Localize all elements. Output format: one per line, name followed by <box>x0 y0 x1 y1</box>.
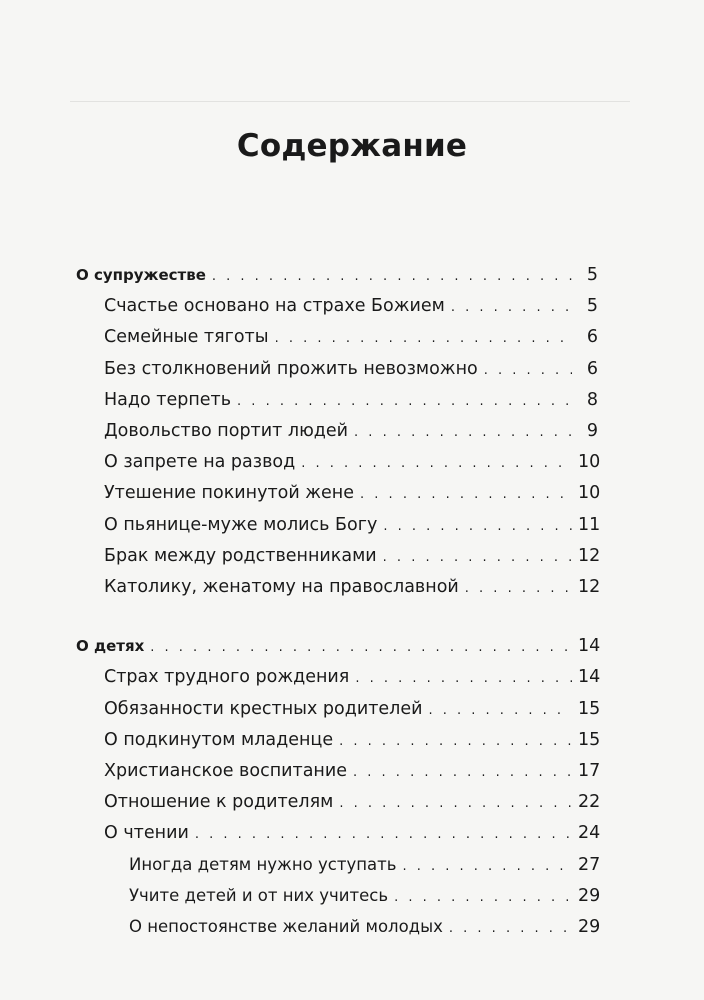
toc-entry-page: 11 <box>578 514 601 535</box>
toc-entry-page: 12 <box>578 577 601 597</box>
toc-entry-label: Иногда детям нужно уступать <box>129 854 397 874</box>
dot-leader <box>237 389 572 415</box>
toc-entry <box>76 883 601 909</box>
toc-entry-label: О детях <box>76 637 145 656</box>
toc-entry-page: 6 <box>586 358 598 379</box>
toc-entry-label: О пьянице-муже молись Богу <box>104 514 378 535</box>
toc-entry-page: 17 <box>578 761 601 781</box>
toc-entry <box>76 696 601 722</box>
dot-leader <box>339 791 572 817</box>
toc-entry-page: 10 <box>578 483 601 504</box>
toc-entry-page: 6 <box>586 327 598 348</box>
dot-leader <box>353 760 572 786</box>
toc-entry-page: 9 <box>586 421 598 441</box>
toc-entry-label: Утешение покинутой жене <box>104 483 355 504</box>
toc-entry <box>76 852 601 878</box>
dot-leader <box>402 854 572 880</box>
toc-entry-page: 27 <box>578 854 601 875</box>
toc-entry-label: О чтении <box>104 823 189 844</box>
toc-entry-label: Учите детей и от них учитесь <box>129 885 389 905</box>
toc-entry-label: Страх трудного рождения <box>104 667 350 688</box>
toc-entry <box>76 574 601 600</box>
toc-entry-label: Католику, женатому на православной <box>104 577 459 597</box>
page-title: Содержание <box>236 128 468 164</box>
toc-entry-label: О непостоянстве желаний молодых <box>129 917 443 936</box>
toc-entry <box>76 449 601 475</box>
toc-entry <box>76 480 601 506</box>
toc-entry-label: Без столкновений прожить невозможно <box>104 358 478 379</box>
dot-leader <box>451 295 572 321</box>
toc-entry-label: О запрете на развод <box>104 452 296 473</box>
toc-section-heading <box>76 262 598 288</box>
toc-entry-label: Христианское воспитание <box>104 761 348 781</box>
dot-leader <box>339 729 572 755</box>
dot-leader <box>360 482 572 508</box>
dot-leader <box>484 358 572 384</box>
toc-entry-label: Отношение к родителям <box>104 792 334 813</box>
toc-entry-page: 14 <box>578 636 601 657</box>
toc-entry-page: 15 <box>578 729 601 750</box>
dot-leader <box>394 885 572 911</box>
toc-entry-page: 5 <box>586 265 598 285</box>
dot-leader <box>212 264 572 290</box>
toc-entry <box>76 293 598 319</box>
toc-entry-page: 22 <box>578 792 601 813</box>
toc-entry <box>76 356 598 382</box>
toc-entry-page: 24 <box>578 823 601 844</box>
dot-leader <box>275 326 572 352</box>
toc-entry <box>76 664 601 690</box>
toc-entry <box>76 512 601 538</box>
dot-leader <box>428 698 572 724</box>
toc-entry <box>76 727 601 753</box>
toc-entry-label: О супружестве <box>76 266 206 284</box>
toc-entry-page: 15 <box>578 698 601 719</box>
toc-entry <box>76 543 601 569</box>
dot-leader <box>354 420 572 446</box>
dot-leader <box>465 576 572 602</box>
toc-entry-page: 12 <box>578 545 601 566</box>
dot-leader <box>150 635 572 661</box>
toc-entry-label: Счастье основано на страхе Божием <box>104 296 445 317</box>
toc-entry <box>76 758 601 784</box>
toc-entry <box>76 820 601 846</box>
toc-entry-label: Обязанности крестных родителей <box>104 698 423 719</box>
toc-entry <box>76 789 601 815</box>
toc-section-heading <box>76 633 601 659</box>
toc-entry-label: Надо терпеть <box>104 389 232 410</box>
toc-entry-page: 5 <box>586 296 598 317</box>
toc-entry <box>76 387 598 413</box>
toc-entry-label: О подкинутом младенце <box>104 729 334 750</box>
toc-entry-page: 10 <box>578 452 601 473</box>
dot-leader <box>449 916 572 942</box>
dot-leader <box>355 666 572 692</box>
toc-entry-page: 8 <box>586 389 598 410</box>
dot-leader <box>383 514 572 540</box>
toc-entry-page: 14 <box>578 667 601 688</box>
toc-entry-label: Довольство портит людей <box>104 421 349 441</box>
header-rule <box>70 101 630 102</box>
dot-leader <box>383 545 572 571</box>
toc-entry <box>76 324 598 350</box>
toc-entry-label: Семейные тяготы <box>104 327 269 348</box>
dot-leader <box>301 451 572 477</box>
toc-entry-page: 29 <box>578 917 601 937</box>
toc-entry <box>76 914 601 940</box>
toc-entry-page: 29 <box>578 885 601 906</box>
toc-entry-label: Брак между родственниками <box>104 545 377 566</box>
toc-entry <box>76 418 598 444</box>
dot-leader <box>195 822 572 848</box>
